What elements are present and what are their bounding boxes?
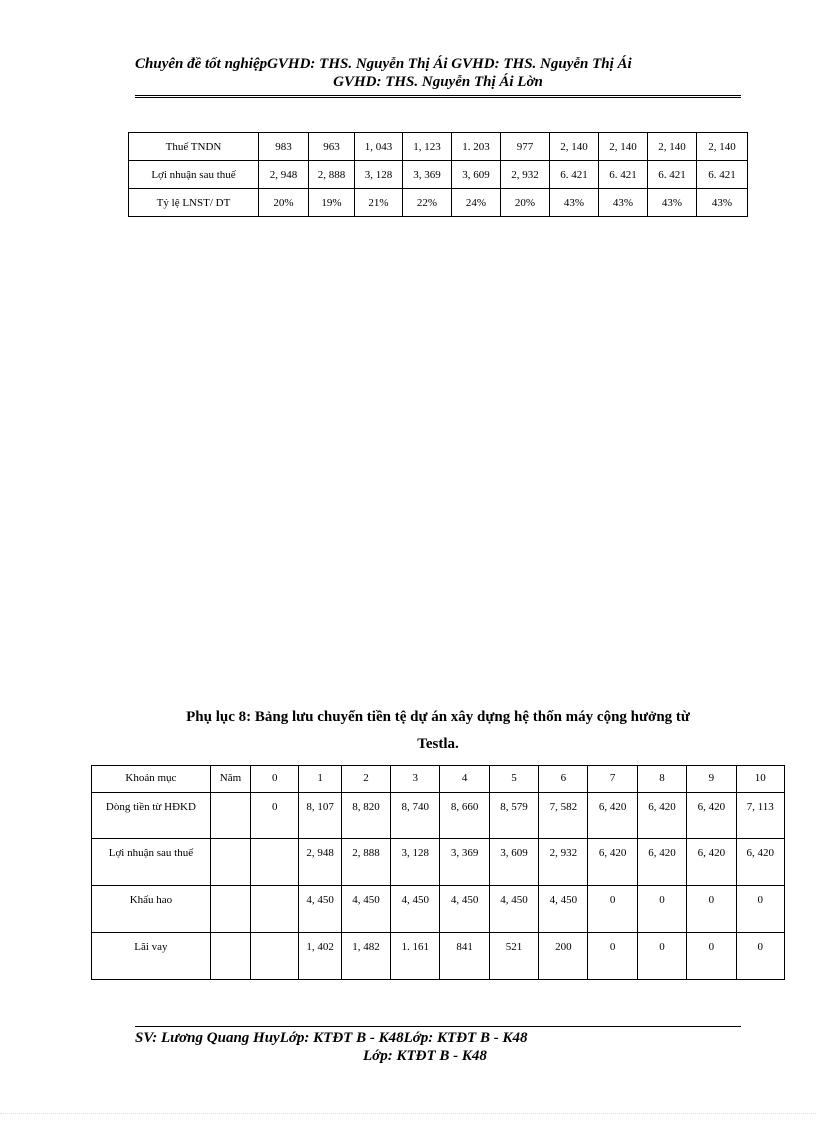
header-rule [135, 95, 741, 96]
cell: 8, 107 [299, 793, 341, 839]
cell: 4, 450 [539, 886, 588, 933]
cell [210, 933, 250, 980]
cell: 963 [309, 133, 355, 161]
cell: 4, 450 [391, 886, 440, 933]
table-row [129, 133, 748, 161]
footer-line-1: SV: Lương Quang HuyLớp: KTĐT B - K48Lớp: KTĐT B - K48 [135, 1030, 528, 1046]
column-header: 0 [251, 766, 299, 793]
cell: 0 [687, 933, 736, 980]
column-header: Khoản mục [92, 766, 211, 793]
cell: 1, 043 [355, 133, 403, 161]
row-label: Dòng tiền từ HĐKD [92, 793, 211, 839]
cell: 0 [637, 886, 686, 933]
cell: 2, 140 [599, 133, 648, 161]
page-footer [135, 1030, 741, 1065]
cell: 2, 932 [539, 839, 588, 886]
cell: 0 [251, 793, 299, 839]
cell: 6. 421 [599, 161, 648, 189]
cell: 6, 420 [588, 839, 637, 886]
column-header: 6 [539, 766, 588, 793]
cell: 3, 128 [355, 161, 403, 189]
cell: 7, 113 [736, 793, 784, 839]
cell: 2, 932 [501, 161, 550, 189]
cell [251, 933, 299, 980]
cell: 2, 948 [259, 161, 309, 189]
table-row [92, 793, 785, 839]
cell: 3, 369 [440, 839, 489, 886]
cell: 20% [501, 189, 550, 217]
cell: 521 [489, 933, 538, 980]
appendix-title-2: Testla. [417, 736, 459, 752]
column-header: 3 [391, 766, 440, 793]
cell: 0 [588, 886, 637, 933]
cell: 4, 450 [341, 886, 390, 933]
cell: 6. 421 [697, 161, 748, 189]
cell: 841 [440, 933, 489, 980]
cell: 3, 609 [489, 839, 538, 886]
cell: 43% [697, 189, 748, 217]
cell: 200 [539, 933, 588, 980]
cell: 3, 128 [391, 839, 440, 886]
cell: 43% [599, 189, 648, 217]
cell: 3, 369 [403, 161, 452, 189]
column-header: 1 [299, 766, 341, 793]
table-header-row [92, 766, 785, 793]
table-row [129, 161, 748, 189]
footer-line-2: Lớp: KTĐT B - K48 [363, 1048, 487, 1064]
cell: 0 [687, 886, 736, 933]
column-header: 8 [637, 766, 686, 793]
cell: 6, 420 [687, 839, 736, 886]
cell: 4, 450 [489, 886, 538, 933]
cell [251, 839, 299, 886]
cell: 1. 203 [452, 133, 501, 161]
column-header: 7 [588, 766, 637, 793]
cell: 6, 420 [736, 839, 784, 886]
row-label: Thuế TNDN [129, 133, 259, 161]
cell: 8, 660 [440, 793, 489, 839]
cell: 4, 450 [299, 886, 341, 933]
cell: 0 [637, 933, 686, 980]
cell: 24% [452, 189, 501, 217]
cell: 2, 948 [299, 839, 341, 886]
cell: 1. 161 [391, 933, 440, 980]
cell: 0 [736, 933, 784, 980]
cell: 2, 140 [697, 133, 748, 161]
cell [210, 886, 250, 933]
cell: 22% [403, 189, 452, 217]
header-rule-2 [135, 97, 741, 98]
cell: 6, 420 [637, 839, 686, 886]
column-header: 4 [440, 766, 489, 793]
header-line-1: Chuyên đề tốt nghiệpGVHD: THS. Nguyễn Thị Ái GVHD: THS. Nguyễn Thị Ái [135, 56, 632, 72]
cell: 6, 420 [588, 793, 637, 839]
row-label: Lợi nhuận sau thuế [92, 839, 211, 886]
cell: 977 [501, 133, 550, 161]
row-label: Lợi nhuận sau thuế [129, 161, 259, 189]
cell: 3, 609 [452, 161, 501, 189]
row-label: Tỷ lệ LNST/ DT [129, 189, 259, 217]
cell: 2, 140 [550, 133, 599, 161]
cell: 7, 582 [539, 793, 588, 839]
row-label: Lãi vay [92, 933, 211, 980]
page-header [135, 56, 741, 91]
appendix-title: Phụ lục 8: Bảng lưu chuyển tiền tệ dự án xây dựng hệ thốn máy cộng hưởng từ [186, 709, 690, 725]
cashflow-table [91, 765, 785, 980]
header-line-2: GVHD: THS. Nguyễn Thị Ái Lờn [333, 74, 543, 90]
column-header: 9 [687, 766, 736, 793]
cell: 983 [259, 133, 309, 161]
column-header: 10 [736, 766, 784, 793]
cell: 0 [736, 886, 784, 933]
cell: 8, 579 [489, 793, 538, 839]
cell: 8, 820 [341, 793, 390, 839]
table-row [129, 189, 748, 217]
table-row [92, 933, 785, 980]
cell: 6, 420 [637, 793, 686, 839]
cell: 6, 420 [687, 793, 736, 839]
column-header: 2 [341, 766, 390, 793]
cell: 43% [550, 189, 599, 217]
cell: 20% [259, 189, 309, 217]
cell [210, 793, 250, 839]
cell: 19% [309, 189, 355, 217]
table-row [92, 886, 785, 933]
cell: 4, 450 [440, 886, 489, 933]
page-bottom-border [0, 1113, 816, 1114]
cell: 21% [355, 189, 403, 217]
cell [251, 886, 299, 933]
cell: 2, 140 [648, 133, 697, 161]
cell: 8, 740 [391, 793, 440, 839]
cell: 2, 888 [309, 161, 355, 189]
cell: 6. 421 [550, 161, 599, 189]
cell: 6. 421 [648, 161, 697, 189]
cell: 2, 888 [341, 839, 390, 886]
cell [210, 839, 250, 886]
cell: 1, 402 [299, 933, 341, 980]
cell: 1, 482 [341, 933, 390, 980]
cell: 1, 123 [403, 133, 452, 161]
table-row [92, 839, 785, 886]
cell: 0 [588, 933, 637, 980]
cell: 43% [648, 189, 697, 217]
row-label: Khấu hao [92, 886, 211, 933]
column-header: Năm [210, 766, 250, 793]
profit-table [128, 132, 748, 217]
column-header: 5 [489, 766, 538, 793]
footer-rule [135, 1026, 741, 1027]
